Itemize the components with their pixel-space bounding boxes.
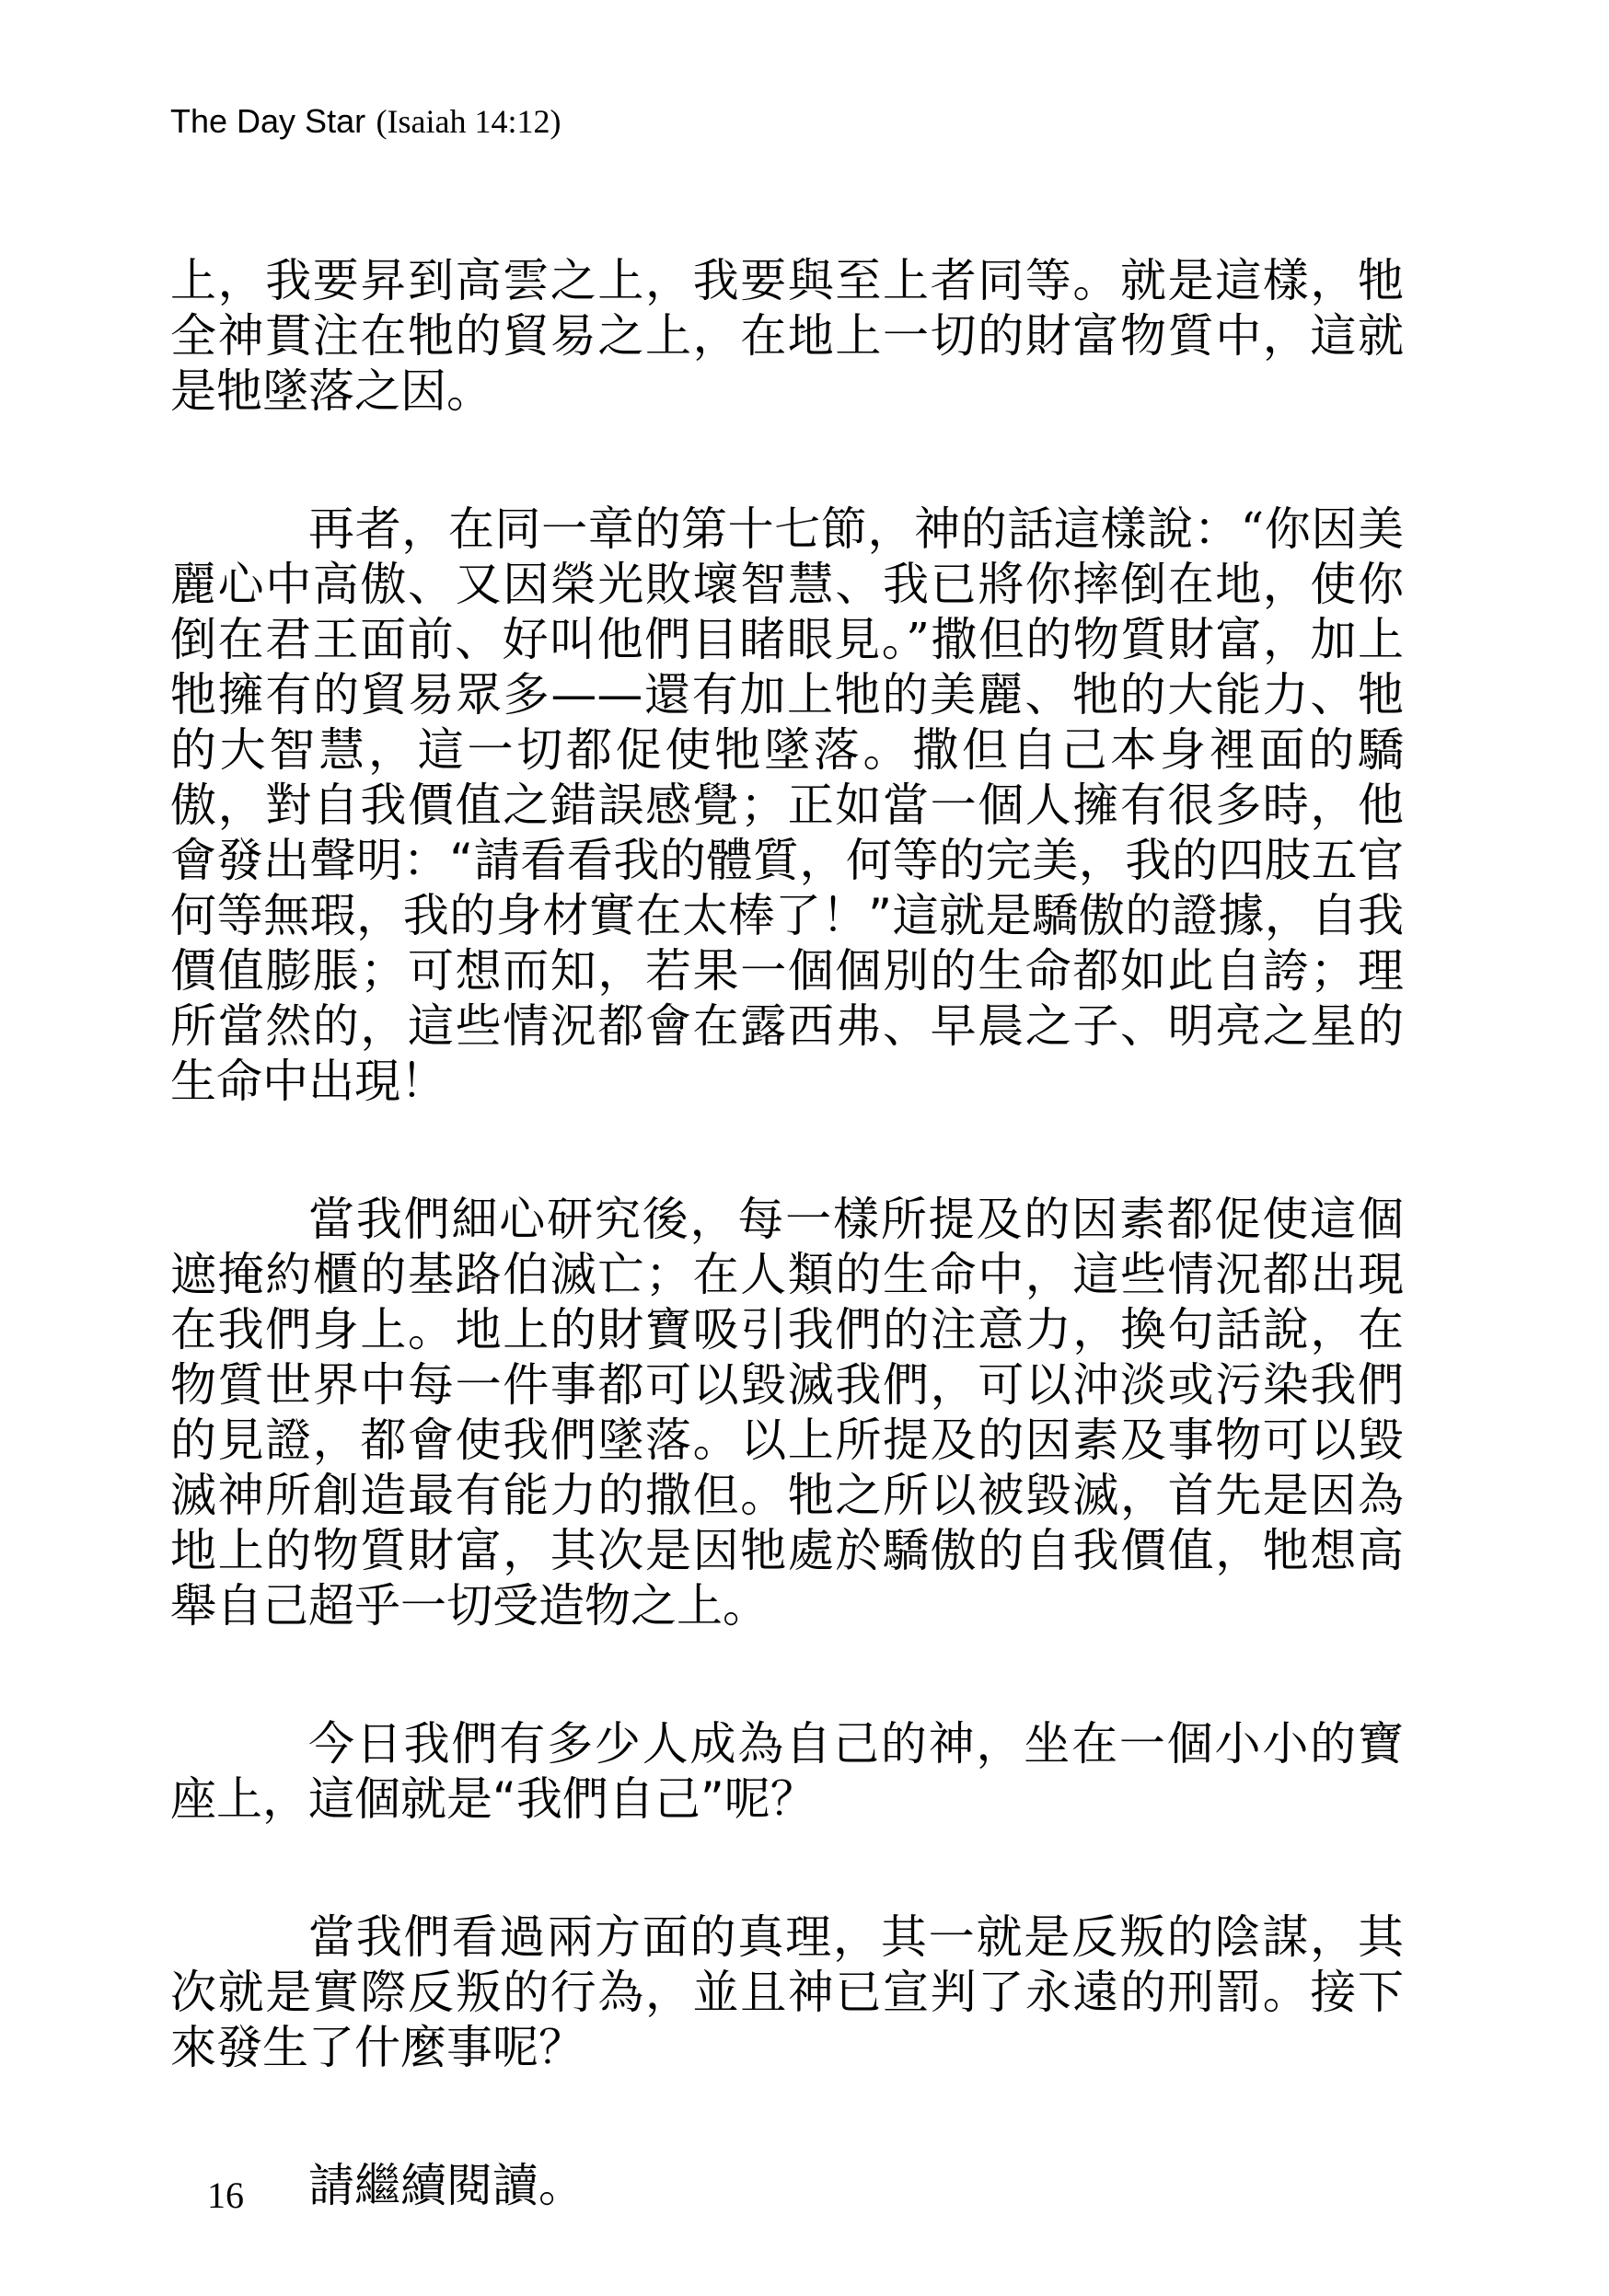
paragraph-4: 今日我們有多少人成為自己的神，坐在一個小小的寶座上，這個就是“我們自己”呢？ (170, 1717, 1404, 1826)
body-text (170, 253, 1404, 2296)
paragraph-2-body: 撒但的物質財富，加上牠擁有的貿易眾多——還有加上牠的美麗、牠的大能力、牠的大智慧，這一切都促使牠墜落。撒但自己本身裡面的驕傲，對自我價值之錯誤感覺；正如當一個人擁有很多時，他會發出聲明：“請看看我的體質，何等的完美，我的四肢五官何等無瑕，我的身材實在太棒了！”這就是驕傲的證據，自我價值膨脹；可想而知，若果一個個別的生命都如此自誇；理所當然的，這些情況都會在露西弗、早晨之子、明亮之星的生命中出現！ (170, 613, 1405, 1108)
scripture-quote: “你因美麗心中高傲、又因榮光敗壞智慧、我已將你摔倒在地，使你倒在君王面前、好叫他們目睹眼見。” (170, 502, 1405, 666)
running-header (170, 101, 561, 143)
paragraph-3: 當我們細心研究後，每一樣所提及的因素都促使這個遮掩約櫃的基路伯滅亡；在人類的生命中，這些情況都出現在我們身上。地上的財寶吸引我們的注意力，換句話說，在物質世界中每一件事都可以毀滅我們，可以沖淡或污染我們的見證，都會使我們墜落。以上所提及的因素及事物可以毀滅神所創造最有能力的撒但。牠之所以被毀滅，首先是因為地上的物質財富，其次是因牠處於驕傲的自我價值，牠想高舉自己超乎一切受造物之上。 (170, 1193, 1404, 1633)
page-number: 16 (207, 2175, 244, 2216)
paragraph-6: 請繼續閱讀。 (308, 2159, 585, 2212)
paragraph-2 (170, 502, 1404, 1109)
paragraph-5: 當我們看過兩方面的真理，其一就是反叛的陰謀，其次就是實際反叛的行為，並且神已宣判了永遠的刑罰。接下來發生了什麼事呢？ (170, 1910, 1404, 2074)
scripture-reference: (Isaiah 14:12) (376, 103, 561, 140)
paragraph-1: 上，我要昇到高雲之上，我要與至上者同等。就是這樣，牠全神貫注在牠的貿易之上，在地上一切的財富物質中，這就是牠墜落之因。 (170, 254, 1404, 418)
book-title: The Day Star (170, 102, 366, 140)
paragraph-2-intro: 再者，在同一章的第十七節，神的話這樣說： (308, 502, 1241, 556)
